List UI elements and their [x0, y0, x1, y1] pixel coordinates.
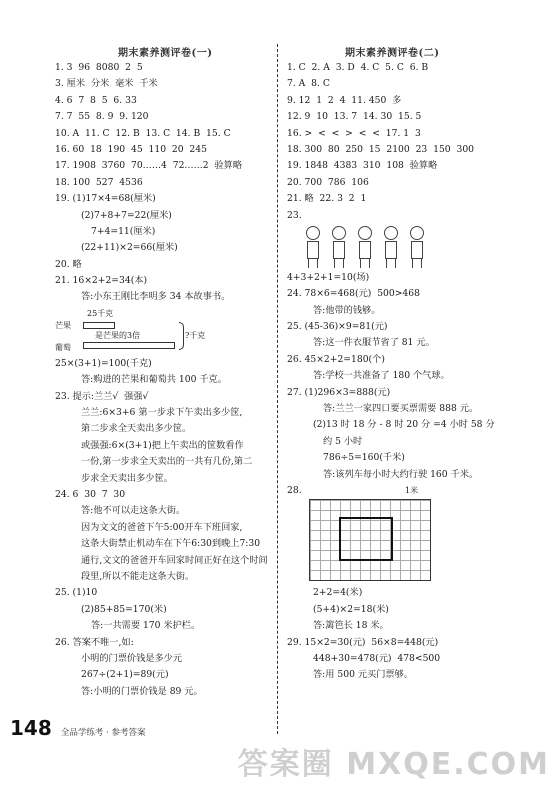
watermark: 答案圈 MXQE.COM [237, 747, 550, 782]
answer-line: 27. (1)296×3=888(元) [287, 386, 391, 398]
answer-line: 24. 78×6=468(元) 500>468 [287, 288, 420, 300]
answer-line: 267÷(2+1)=89(元) [81, 669, 169, 681]
answer-line: 23. [287, 209, 302, 221]
left-answer-column [55, 60, 268, 700]
answer-line: 7. 7 55 8. 9 9. 120 [55, 111, 149, 123]
answer-line: 16. 60 18 190 45 110 20 245 [55, 143, 207, 155]
answer-line: (22+11)×2=66(厘米) [81, 242, 178, 254]
answer-line: 第二步求全天卖出多少筐。 [81, 423, 192, 435]
answer-line: 26. 45×2+2=180(个) [287, 353, 385, 365]
answer-line: 16. > < < > < < 17. 1 3 [287, 127, 421, 139]
right-answer-column [287, 60, 512, 684]
page-number: 148 [10, 716, 52, 740]
answer-line: 448+30=478(元) 478<500 [313, 652, 441, 664]
answer-line: 17. 1908 3760 70……4 72……2 验算略 [55, 160, 243, 172]
answer-line: 答:篱笆长 18 米。 [313, 620, 389, 632]
answer-line: 答:这一件衣服节省了 81 元。 [313, 337, 435, 349]
answer-line: 答:购进的芒果和葡萄共 100 千克。 [81, 374, 227, 386]
answer-line: 答:他不可以走这条大街。 [81, 505, 186, 517]
answer-line: 28. [287, 484, 302, 496]
answer-line: 4. 6 7 8 5 6. 33 [55, 94, 137, 106]
answer-line: 答:兰兰一家四口要买票需要 888 元。 [323, 403, 479, 415]
diagram-label-grape: 葡萄 [55, 342, 71, 352]
fence-rectangle [339, 517, 393, 561]
answer-line: 小明的门票价钱是多少元 [81, 652, 183, 664]
grid-unit-label: 1米 [405, 486, 419, 496]
answer-line: 答:他带的钱够。 [313, 304, 381, 316]
answer-line: 20. 略 [55, 258, 82, 270]
line-segment-diagram [55, 306, 265, 356]
answer-line: 3. 厘米 分米 毫米 千米 [55, 78, 158, 90]
children-illustration [287, 226, 512, 266]
child-figure [409, 226, 425, 266]
answer-line: 因为文文的爸爸下午5:00开车下班回家, [81, 521, 243, 533]
answer-line: 通行,文文的爸爸开车回家时间正好在这个时间 [81, 554, 268, 566]
answer-line: 21. 略 22. 3 2 1 [287, 193, 367, 205]
answer-line: 29. 15×2=30(元) 56×8=448(元) [287, 636, 439, 648]
answer-line: (2)85+85=170(米) [81, 603, 167, 615]
child-figure [383, 226, 399, 266]
answer-line: 25×(3+1)=100(千克) [55, 357, 152, 369]
answer-line: 4+3+2+1=10(场) [287, 271, 370, 283]
answer-line: 20. 700 786 106 [287, 176, 369, 188]
diagram-label-top: 25千克 [87, 308, 114, 318]
brace [179, 322, 184, 350]
answer-line: 答:小东王刚比李明多 34 本故事书。 [81, 291, 231, 303]
right-section-title: 期末素养测评卷(二) [345, 48, 440, 59]
answer-line: 21. 16×2+2=34(本) [55, 275, 148, 287]
answer-line: 2+2=4(米) [313, 587, 363, 599]
answer-line: 1. C 2. A 3. D 4. C 5. C 6. B [287, 62, 429, 73]
answer-line: 10. A 11. C 12. B 13. C 14. B 15. C [55, 127, 231, 139]
answer-line: 25. (45-36)×9=81(元) [287, 321, 388, 333]
answer-line: 19. (1)17×4=68(厘米) [55, 193, 156, 205]
answer-line: 约 5 小时 [323, 435, 363, 447]
answer-line: 步求全天卖出多少筐。 [81, 472, 173, 484]
answer-line: 答:用 500 元买门票够。 [313, 669, 413, 681]
answer-line: 段里,所以不能走这条大街。 [81, 570, 195, 582]
answer-line: 这条大街禁止机动车在下午6:30到晚上7:30 [81, 538, 261, 550]
child-figure [357, 226, 373, 266]
column-divider [277, 44, 278, 734]
answer-line: 18. 100 527 4536 [55, 176, 143, 188]
diagram-label-mango: 芒果 [55, 320, 71, 330]
answer-line: 答:该列车每小时大约行驶 160 千米。 [323, 468, 479, 480]
child-figure [305, 226, 321, 266]
answer-line: 7. A 8. C [287, 78, 330, 90]
answer-line: (2)13 时 18 分 - 8 时 20 分 =4 小时 58 分 [313, 419, 495, 431]
answer-line: 24. 6 30 7 30 [55, 488, 126, 500]
answer-line: 18. 300 80 250 15 2100 23 150 300 [287, 143, 475, 155]
page-footer [10, 716, 145, 740]
answer-line: (5+4)×2=18(米) [313, 603, 389, 615]
grape-segment [83, 342, 175, 349]
answer-line: 兰兰:6×3+6 第一步求下午卖出多少筐, [81, 407, 243, 419]
answer-line: 19. 1848 4383 310 108 验算略 [287, 160, 438, 172]
answer-line: 12. 9 10 13. 7 14. 30 15. 5 [287, 111, 422, 123]
diagram-side-label: ?千克 [185, 330, 206, 340]
answer-line: 7+4=11(厘米) [91, 225, 156, 237]
answer-line: 答:学校一共准备了 180 个气球。 [313, 370, 450, 382]
answer-line: 答:一共需要 170 米护栏。 [91, 620, 201, 632]
diagram-label-times: 是芒果的3倍 [95, 330, 141, 340]
answer-line: 一份,第一步求全天卖出的一共有几份,第二 [81, 456, 253, 468]
answer-line: 或强强:6×(3+1)把上午卖出的筐数看作 [81, 439, 244, 451]
left-section-title: 期末素养测评卷(一) [118, 48, 213, 59]
child-figure [331, 226, 347, 266]
answer-line: 9. 12 1 2 4 11. 450 多 [287, 94, 402, 106]
answer-line: 26. 答案不唯一,如: [55, 636, 134, 648]
answer-line: (2)7+8+7=22(厘米) [81, 209, 172, 221]
footer-text: 全品学练考 · 参考答案 [60, 728, 146, 738]
answer-line: 25. (1)10 [55, 587, 98, 599]
answer-line: 23. 提示:兰兰√ 强强√ [55, 390, 149, 402]
answer-line: 答:小明的门票价钱是 89 元。 [81, 685, 203, 697]
answer-line: 1. 3 96 8080 2 5 [55, 62, 143, 73]
answer-line: 786÷5=160(千米) [323, 452, 405, 464]
